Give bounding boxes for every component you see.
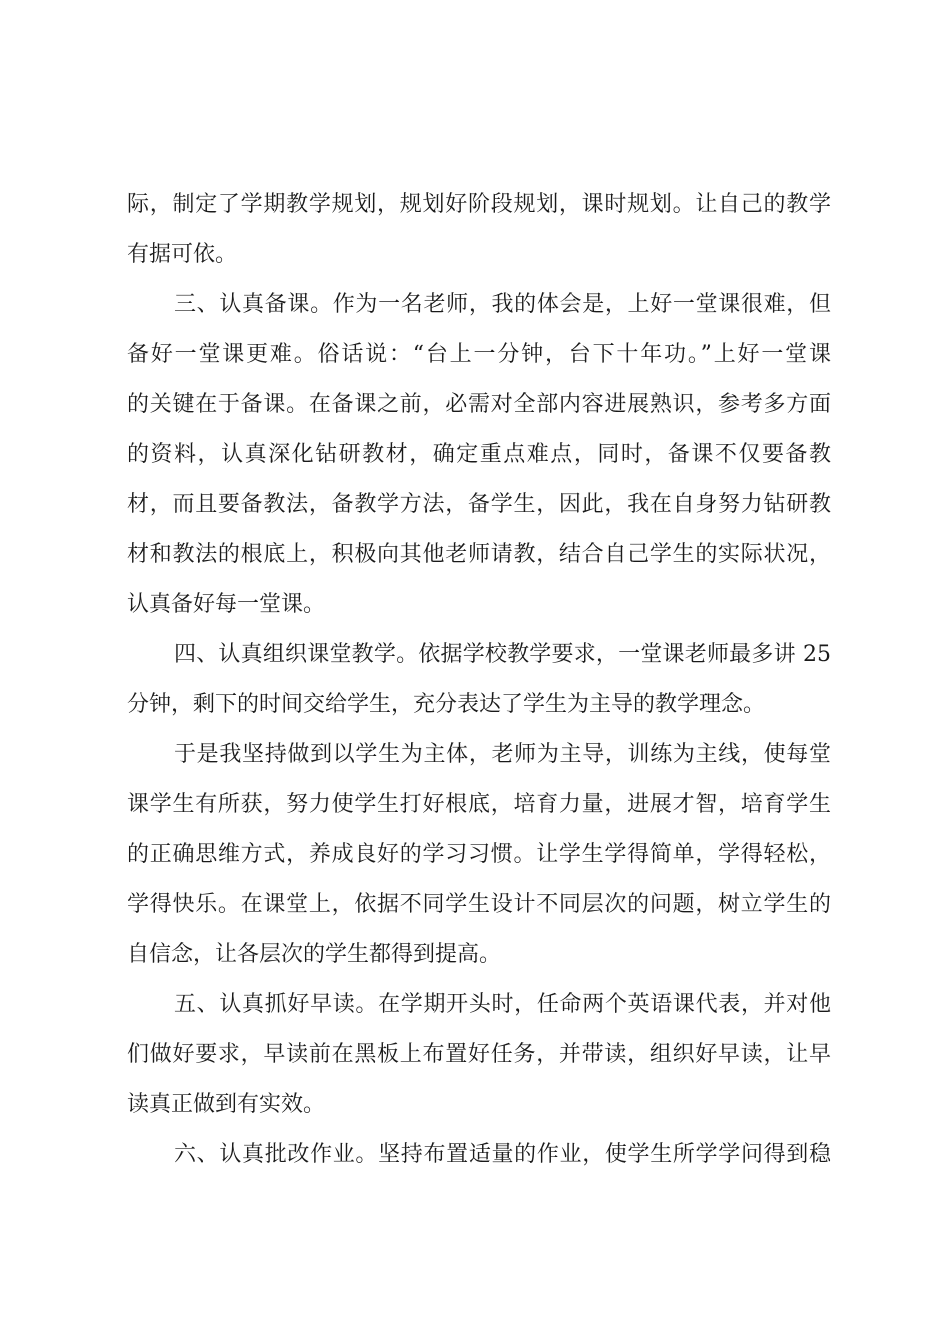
paragraph-start-line: 五、认真抓好早读。在学期开头时，任命两个英语课代表，并对他 (174, 992, 831, 1017)
text-line: 际，制定了学期教学规划，规划好阶段规划，课时规划。让自己的教学 (127, 192, 831, 217)
text-line: 学得快乐。在课堂上，依据不同学生设计不同层次的问题，树立学生的 (127, 892, 831, 917)
text-line: 的关键在于备课。在备课之前，必需对全部内容进展熟识，参考多方面 (127, 392, 831, 417)
text-line: 们做好要求，早读前在黑板上布置好任务，并带读，组织好早读，让早 (127, 1042, 831, 1067)
text-line: 备好一堂课更难。俗话说：“台上一分钟，台下十年功。”上好一堂课 (127, 342, 831, 367)
text-line: 认真备好每一堂课。 (127, 592, 326, 617)
paragraph-start-line: 于是我坚持做到以学生为主体，老师为主导，训练为主线，使每堂 (174, 742, 831, 767)
text-line: 自信念，让各层次的学生都得到提高。 (127, 942, 502, 967)
text-line: 分钟，剩下的时间交给学生，充分表达了学生为主导的教学理念。 (127, 692, 766, 717)
text-line: 有据可依。 (127, 242, 238, 267)
paragraph-start-line: 三、认真备课。作为一名老师，我的体会是，上好一堂课很难，但 (174, 292, 831, 317)
text-line: 材和教法的根底上，积极向其他老师请教，结合自己学生的实际状况， (127, 542, 831, 567)
paragraph-start-line: 六、认真批改作业。坚持布置适量的作业，使学生所学学问得到稳 (174, 1142, 831, 1167)
text-line: 的资料，认真深化钻研教材，确定重点难点，同时，备课不仅要备教 (127, 442, 831, 467)
text-line: 读真正做到有实效。 (127, 1092, 326, 1117)
paragraph-start-line: 四、认真组织课堂教学。依据学校教学要求，一堂课老师最多讲 25 (174, 642, 831, 667)
text-line: 的正确思维方式，养成良好的学习习惯。让学生学得简单，学得轻松， (127, 842, 831, 867)
text-line: 材，而且要备教法，备教学方法，备学生，因此，我在自身努力钻研教 (127, 492, 831, 517)
text-line: 课学生有所获，努力使学生打好根底，培育力量，进展才智，培育学生 (127, 792, 831, 817)
